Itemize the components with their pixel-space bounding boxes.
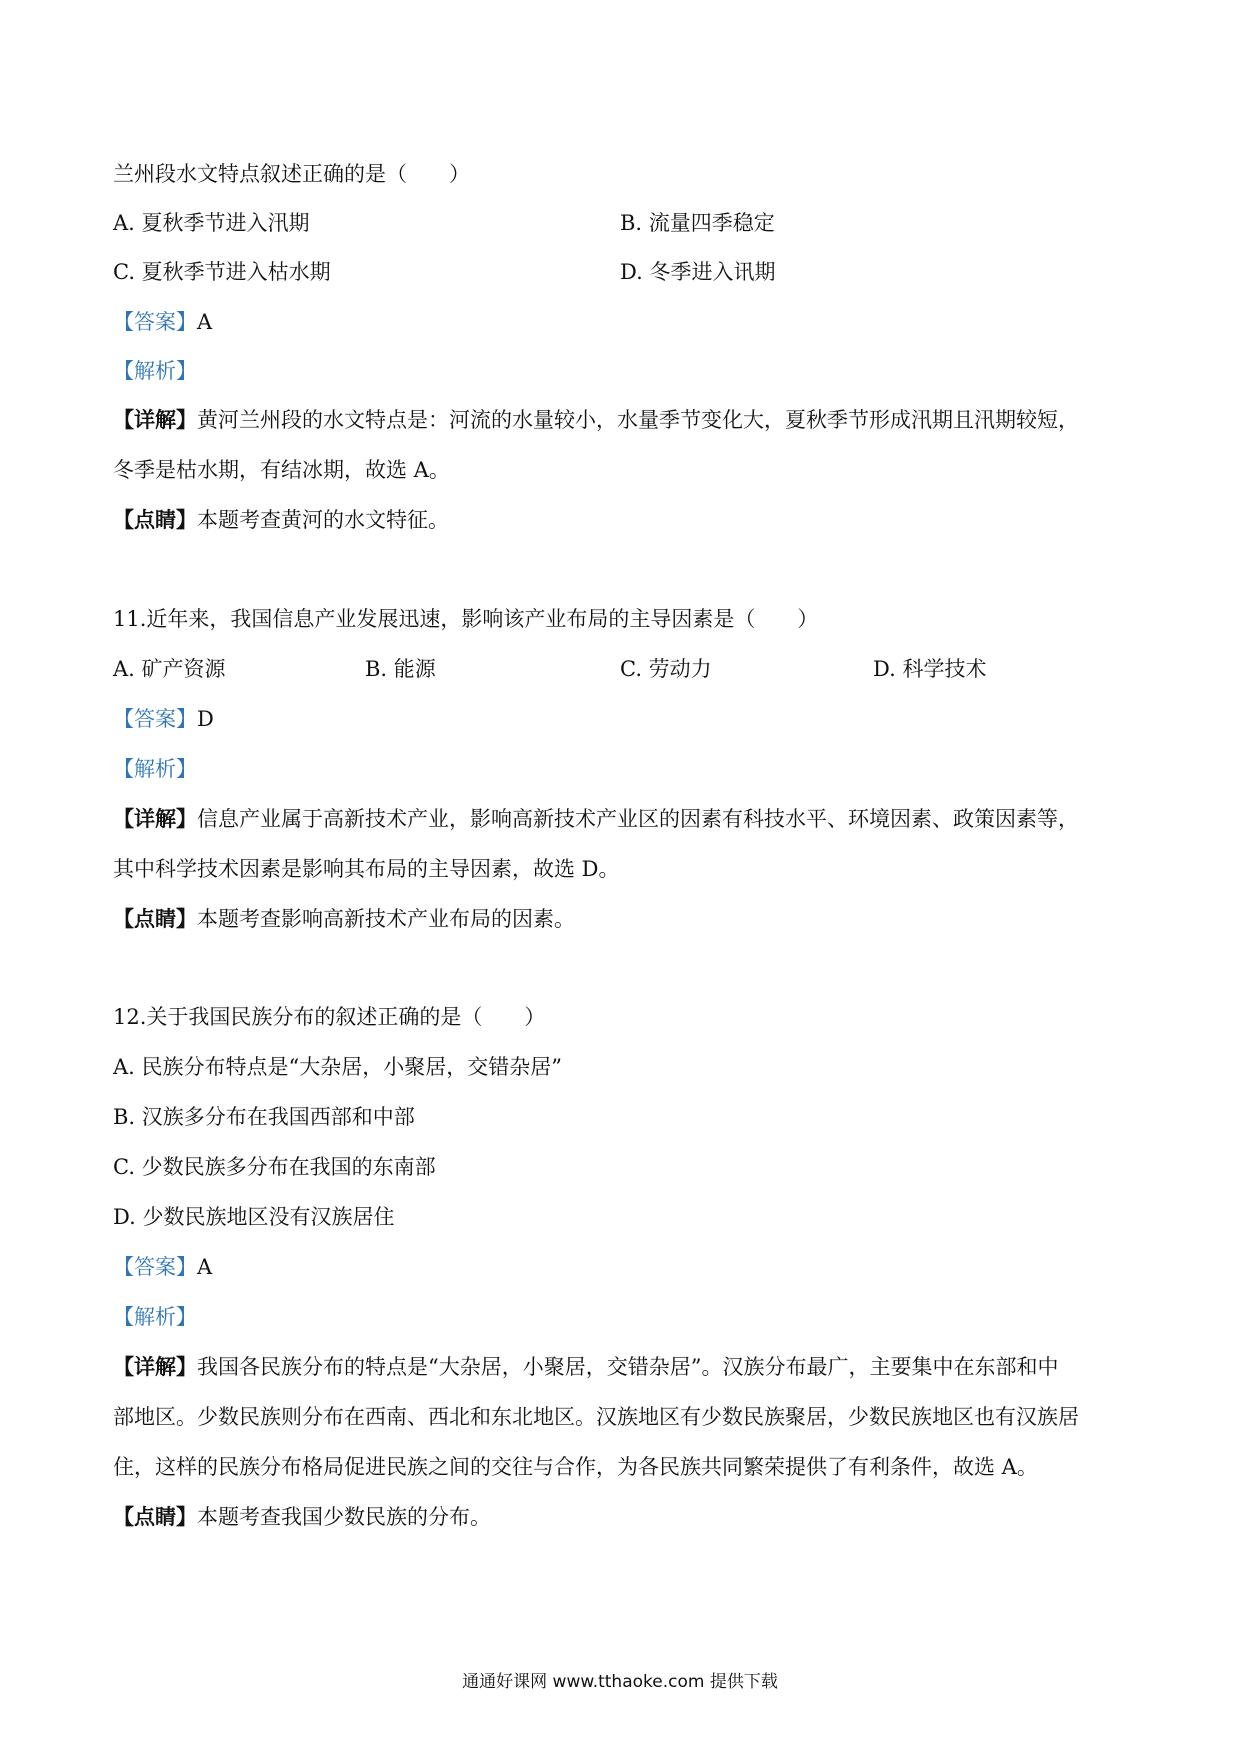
q12-detail-line3: 住，这样的民族分布格局促进民族之间的交往与合作，为各民族共同繁荣提供了有利条件，故选 A。: [113, 1455, 1038, 1479]
answer-value: A: [197, 310, 213, 334]
comment-text: 本题考查黄河的水文特征。: [197, 508, 449, 532]
q10-analysis: [113, 357, 197, 385]
analysis-tag: 【解析】: [113, 359, 197, 383]
q11-option-c: C. 劳动力: [620, 657, 712, 681]
q10-option-c: C. 夏秋季节进入枯水期: [113, 260, 331, 284]
q12-option-c: C. 少数民族多分布在我国的东南部: [113, 1155, 436, 1179]
q10-option-b: B. 流量四季稳定: [620, 211, 775, 235]
q10-answer: [113, 308, 212, 336]
q11-detail-line1: [113, 805, 1079, 833]
answer-tag: 【答案】: [113, 310, 197, 334]
comment-text: 本题考查我国少数民族的分布。: [197, 1505, 491, 1529]
q10-option-d: D. 冬季进入讯期: [620, 260, 776, 284]
q10-comment: [113, 506, 449, 534]
q10-detail-line1: [113, 406, 1079, 434]
q10-stem: 兰州段水文特点叙述正确的是（ ）: [113, 162, 470, 186]
q12-option-b: B. 汉族多分布在我国西部和中部: [113, 1105, 415, 1129]
q11-analysis: [113, 755, 197, 783]
detail-tag: 【详解】: [113, 1354, 197, 1379]
q10-detail-line2: 冬季是枯水期，有结冰期，故选 A。: [113, 458, 450, 482]
q12-detail-line1: [113, 1353, 1058, 1381]
q11-option-a: A. 矿产资源: [113, 657, 226, 681]
detail-tag: 【详解】: [113, 806, 197, 831]
detail-text: 信息产业属于高新技术产业，影响高新技术产业区的因素有科技水平、环境因素、政策因素等，: [197, 807, 1079, 831]
q12-comment: [113, 1503, 491, 1531]
analysis-tag: 【解析】: [113, 757, 197, 781]
q11-detail-line2: 其中科学技术因素是影响其布局的主导因素，故选 D。: [113, 857, 620, 881]
q11-option-b: B. 能源: [365, 657, 436, 681]
q12-stem: 12.关于我国民族分布的叙述正确的是（ ）: [113, 1005, 546, 1029]
answer-tag: 【答案】: [113, 1255, 197, 1279]
comment-text: 本题考查影响高新技术产业布局的因素。: [197, 907, 575, 931]
q12-option-a: A. 民族分布特点是“大杂居，小聚居，交错杂居”: [113, 1055, 562, 1079]
detail-text: 我国各民族分布的特点是“大杂居，小聚居，交错杂居”。汉族分布最广，主要集中在东部和中: [197, 1355, 1059, 1379]
analysis-tag: 【解析】: [113, 1305, 197, 1329]
detail-tag: 【详解】: [113, 407, 197, 432]
q12-option-d: D. 少数民族地区没有汉族居住: [113, 1205, 395, 1229]
q10-option-a: A. 夏秋季节进入汛期: [113, 211, 310, 235]
comment-tag: 【点睛】: [113, 507, 197, 532]
q11-comment: [113, 905, 575, 933]
q11-option-d: D. 科学技术: [873, 657, 987, 681]
q11-stem: 11.近年来，我国信息产业发展迅速，影响该产业布局的主导因素是（ ）: [113, 607, 819, 631]
detail-text: 黄河兰州段的水文特点是：河流的水量较小，水量季节变化大，夏秋季节形成汛期且汛期较短，: [197, 408, 1079, 432]
q12-analysis: [113, 1303, 197, 1331]
q11-answer: [113, 705, 214, 733]
page-footer: 通通好课网 www.tthaoke.com 提供下载: [462, 1672, 778, 1692]
answer-value: D: [197, 707, 214, 731]
comment-tag: 【点睛】: [113, 1504, 197, 1529]
q12-answer: [113, 1253, 212, 1281]
q12-detail-line2: 部地区。少数民族则分布在西南、西北和东北地区。汉族地区有少数民族聚居，少数民族地区也有汉族居: [113, 1405, 1079, 1429]
comment-tag: 【点睛】: [113, 906, 197, 931]
answer-value: A: [197, 1255, 213, 1279]
answer-tag: 【答案】: [113, 707, 197, 731]
